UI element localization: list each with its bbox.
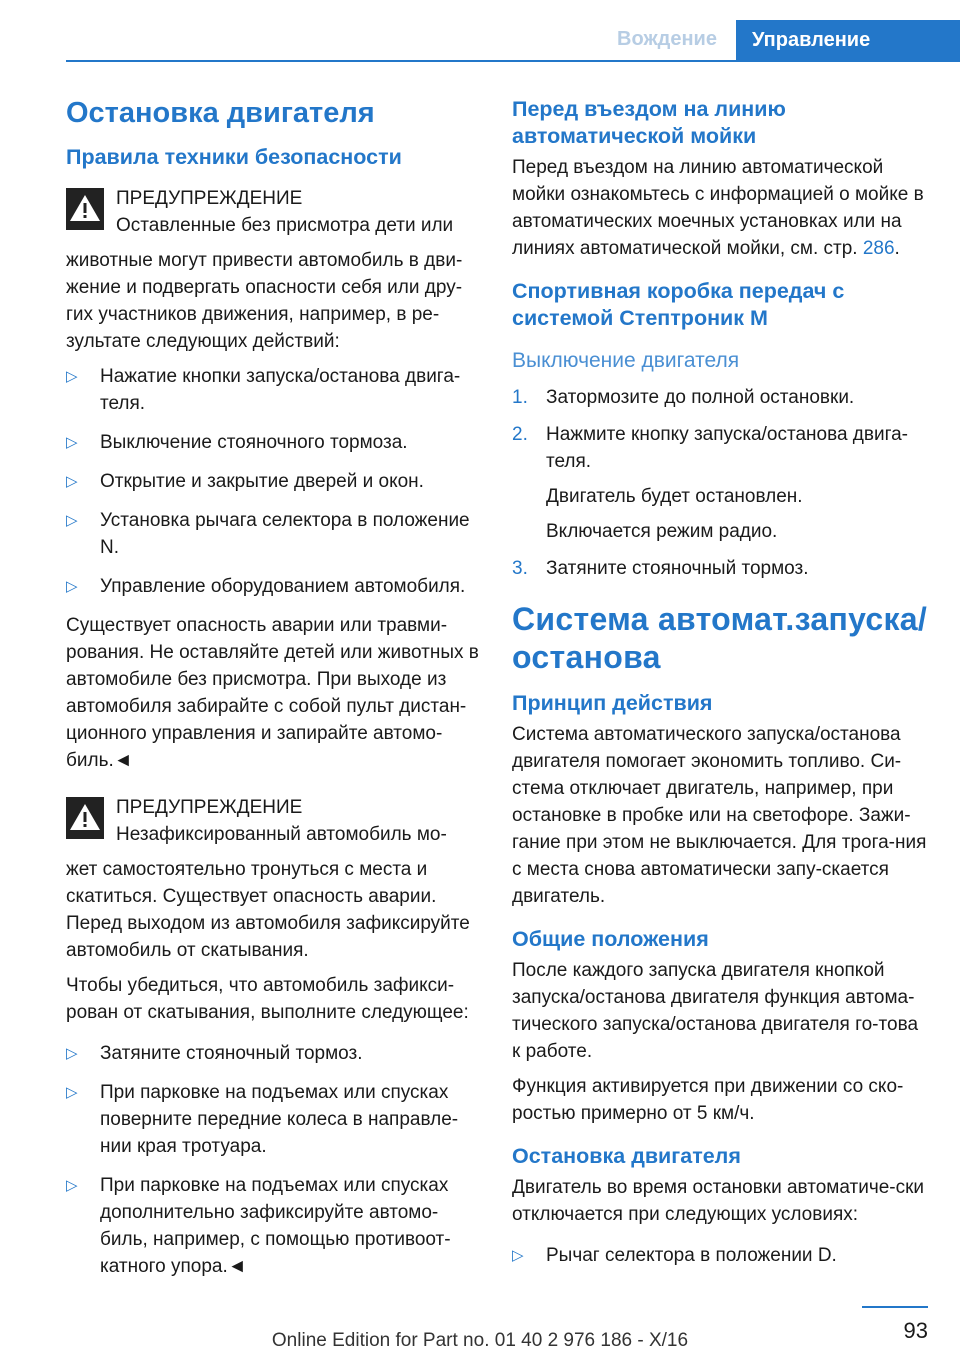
warning-first-line: Оставленные без присмотра дети или <box>116 215 454 236</box>
bullet-list-secure <box>66 1040 482 1280</box>
warning-triangle-icon <box>66 797 104 839</box>
right-column <box>512 96 928 1281</box>
numbered-steps <box>512 384 928 582</box>
section-title-autostart: Система автомат.запуска/ останова <box>512 601 928 675</box>
warning-text: жет самостоятельно тронуться с места и скатиться. Существует опасность аварии. Перед выходом из автомобиля зафиксируйте автомобиль от скатывания. <box>66 859 470 961</box>
triangle-right-icon: ▷ <box>66 368 78 385</box>
list-item: ▷ Затяните стояночный тормоз. <box>66 1040 482 1067</box>
list-item: ▷ Рычаг селектора в положении D. <box>512 1242 928 1269</box>
heading-engine-off: Выключение двигателя <box>512 349 740 372</box>
paragraph-stop: Двигатель во время остановки автоматиче-ски отключается при следующих условиях: <box>512 1177 925 1225</box>
list-item: ▷ При парковке на подъемах или спусках дополнительно зафиксируйте автомо-биль, например, с помощью противоот-катного упора.◄ <box>66 1172 482 1280</box>
list-item: ▷ Управление оборудованием автомобиля. <box>66 573 482 600</box>
warning-block-1 <box>66 185 482 239</box>
warning-text: животные могут привести автомобиль в дви-жение и подвергать опасности себя или дру-гих участников движения, например, в ре-зультате следующих действий: <box>66 250 463 352</box>
triangle-right-icon: ▷ <box>66 1084 78 1101</box>
bullet-list-stop <box>512 1242 928 1269</box>
tab-controls[interactable]: Управление <box>736 20 960 62</box>
list-item: ▷ Нажатие кнопки запуска/останова двига-теля. <box>66 363 482 417</box>
list-item: ▷ Установка рычага селектора в положение N. <box>66 507 482 561</box>
triangle-right-icon: ▷ <box>66 512 78 529</box>
paragraph-danger: Существует опасность аварии или травми-рования. Не оставляйте детей или животных в автомобиле без присмотра. При выходе из автомобиля забирайте с собой пульт дистан-ционного управления и запирайте автомо-биль.◄ <box>66 615 479 771</box>
list-item: ▷ Выключение стояночного тормоза. <box>66 429 482 456</box>
edition-footer: Online Edition for Part no. 01 40 2 976 186 - X/16 <box>271 1330 689 1351</box>
heading-safety-rules: Правила техники безопасности <box>66 145 402 169</box>
list-item: ▷ Открытие и закрытие дверей и окон. <box>66 468 482 495</box>
heading-stop: Остановка двигателя <box>512 1144 741 1168</box>
heading-principle: Принцип действия <box>512 691 713 715</box>
footer-rule <box>862 1306 928 1308</box>
triangle-right-icon: ▷ <box>66 578 78 595</box>
left-column <box>66 96 482 1292</box>
tab-driving[interactable]: Вождение <box>617 28 717 50</box>
paragraph-secure-vehicle: Чтобы убедиться, что автомобиль зафикси-рован от скатывания, выполните следующее: <box>66 975 469 1023</box>
page-reference-link[interactable]: 286 <box>862 238 895 259</box>
warning-first-line: Незафиксированный автомобиль мо- <box>116 824 447 845</box>
triangle-right-icon: ▷ <box>512 1247 524 1264</box>
warning-label: ПРЕДУПРЕЖДЕНИЕ <box>116 188 303 209</box>
bullet-list-actions <box>66 363 482 600</box>
warning-block-2 <box>66 794 482 848</box>
list-item: ▷ При парковке на подъемах или спусках поверните передние колеса в направле-нии края тротуара. <box>66 1079 482 1160</box>
heading-carwash: Перед въездом на линию автоматической мойки <box>512 97 786 148</box>
list-item: 3. Затяните стояночный тормоз. <box>512 558 809 579</box>
paragraph-carwash: Перед въездом на линию автоматической мойки ознакомьтесь с информацией о мойке в автоматических моечных установках или на линиях автоматической мойки, см. стр. 286. <box>512 157 924 259</box>
section-title-engine-stop: Остановка двигателя <box>66 97 375 129</box>
triangle-right-icon: ▷ <box>66 1045 78 1062</box>
warning-label: ПРЕДУПРЕЖДЕНИЕ <box>116 797 303 818</box>
page-header <box>0 20 960 62</box>
triangle-right-icon: ▷ <box>66 473 78 490</box>
header-rule <box>66 60 736 62</box>
paragraph-general-1: После каждого запуска двигателя кнопкой запуска/останова двигателя функция автома-тического запуска/останова двигателя го-това к работе. <box>512 960 919 1062</box>
paragraph-general-2: Функция активируется при движении со ско-ростью примерно от 5 км/ч. <box>512 1076 904 1124</box>
heading-general: Общие положения <box>512 927 709 951</box>
page-number: 93 <box>903 1318 928 1343</box>
warning-triangle-icon <box>66 188 104 230</box>
heading-sport-transmission: Спортивная коробка передач с системой Стептроник M <box>512 279 845 330</box>
triangle-right-icon: ▷ <box>66 434 78 451</box>
list-item: 1. Затормозите до полной остановки. <box>512 387 855 408</box>
triangle-right-icon: ▷ <box>66 1177 78 1194</box>
paragraph-principle: Система автоматического запуска/останова двигателя помогает экономить топливо. Си-стема отключает двигатель, например, при остановке в пробке или на светофоре. Зажи-гание при этом не выключается. Для трога-ния с места снова автоматически запу-скается двигатель. <box>512 724 927 907</box>
step-note: Двигатель будет остановлен. <box>546 486 803 507</box>
list-item: 2. Нажмите кнопку запуска/останова двига-теля. Двигатель будет остановлен. Включается режим радио. <box>512 421 928 545</box>
step-note: Включается режим радио. <box>546 521 778 542</box>
